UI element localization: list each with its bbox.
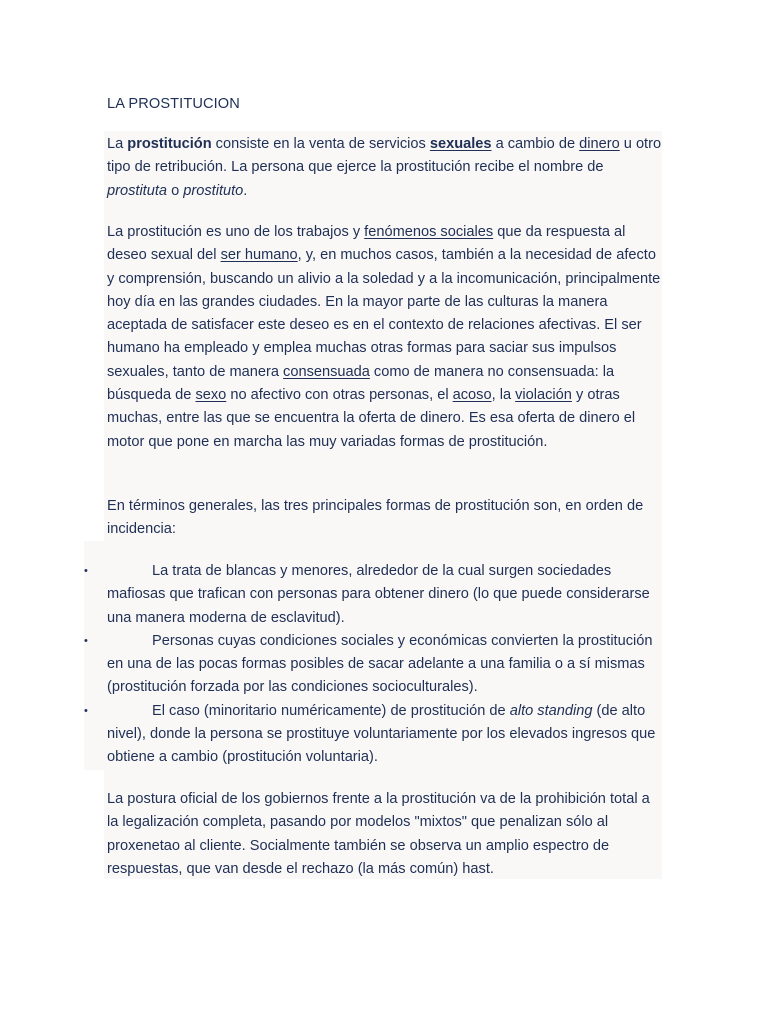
paragraph-government-stance: La postura oficial de los gobiernos frente a la prostitución va de la prohibición total a la legalización completa, pasando por modelos "mixtos" que penalizan sólo al proxenetao al cliente. Socialmente también se observa un amplio espectro de respuestas, que van desde el rechazo (la más común) hast. [107, 791, 650, 877]
list-item-text: El caso (minoritario numéricamente) de prostitución de [152, 702, 510, 719]
list-item [0, 560, 663, 630]
link-dinero[interactable]: dinero [579, 136, 620, 152]
text-run: . [243, 182, 248, 199]
text-run: consiste en la venta de servicios [211, 136, 430, 152]
link-fenomenos-sociales[interactable]: fenómenos sociales [364, 224, 494, 240]
link-ser-humano[interactable]: ser humano [220, 247, 298, 264]
list-item-text: (de alto nivel), donde la persona se prostituye voluntariamente por los elevados ingresos que obtiene a cambio (prostitución voluntaria). [107, 702, 656, 766]
text-run: como de manera no consensuada: la búsqueda de [107, 363, 615, 404]
document-title: LA PROSTITUCION [107, 96, 240, 112]
italic-term: prostituto [183, 182, 244, 199]
text-run: no afectivo con otras personas, el [226, 387, 453, 404]
link-sexuales[interactable]: sexuales [429, 136, 492, 152]
forms-list [0, 560, 768, 770]
bullet-icon: • [84, 704, 88, 717]
text-run: o [167, 182, 184, 199]
bullet-icon: • [84, 634, 88, 647]
text-run: a cambio de [491, 136, 580, 152]
text-run: que da respuesta al deseo sexual del [107, 224, 626, 264]
paragraph-forms-intro: En términos generales, las tres principales formas de prostitución son, en orden de incidencia: [107, 498, 644, 538]
text-run: , y, en muchos casos, también a la necesidad de afecto y comprensión, buscando un alivio a la soledad y a la incomunicación, principalmente hoy día en las grandes ciudades. En la mayor parte de las culturas la manera aceptada de satisfacer este deseo es en el contexto de relaciones afectivas. El ser humano ha empleado y emplea muchas otras formas para saciar sus impulsos sexuales, tanto de manera [107, 247, 661, 380]
list-item-text: Personas cuyas condiciones sociales y económicas convierten la prostitución en una de las pocas formas posibles de sacar adelante a una familia o a sí mismas (prostitución forzada por las condiciones socioculturales). [107, 632, 653, 696]
text-run: u otro tipo de retribución. La persona que ejerce la prostitución recibe el nombre de [107, 136, 662, 176]
list-item-text: La trata de blancas y menores, alrededor de la cual surgen sociedades mafiosas que trafican con personas para obtener dinero (lo que puede considerarse una manera moderna de esclavitud). [107, 563, 650, 626]
text-run: La prostitución es uno de los trabajos y [107, 224, 365, 240]
text-run: y otras muchas, entre las que se encuentra la oferta de dinero. Es esa oferta de dinero el motor que pone en marcha las muy variadas formas de prostitución. [107, 387, 636, 450]
italic-term: prostituta [107, 182, 168, 199]
list-item [0, 700, 663, 770]
link-acoso[interactable]: acoso [452, 387, 492, 404]
link-consensuada[interactable]: consensuada [283, 363, 370, 380]
italic-term: alto standing [509, 702, 593, 719]
link-violacion[interactable]: violación [515, 387, 572, 404]
text-run: , la [491, 387, 516, 404]
list-item [0, 630, 663, 700]
text-run: La [107, 136, 128, 152]
bold-term: prostitución [127, 136, 212, 152]
bullet-icon: • [84, 565, 88, 577]
paragraph-context [107, 221, 663, 454]
paragraph-definition [107, 133, 663, 203]
link-sexo[interactable]: sexo [195, 387, 227, 404]
